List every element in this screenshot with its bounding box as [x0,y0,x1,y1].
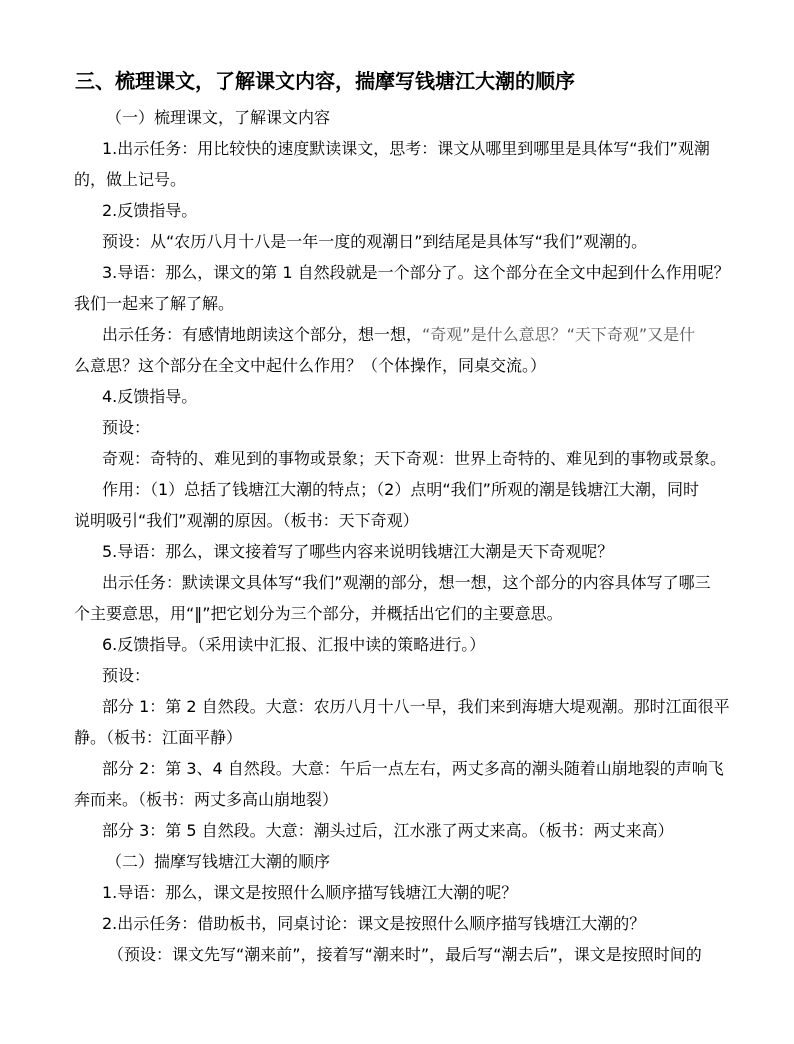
paragraph-intro-3-line-1: 3.导语：那么，课文的第 1 自然段就是一个部分了。这个部分在全文中起到什么作用呢？ [102,263,730,282]
paragraph-preset-label-1: 预设： [102,418,151,437]
paragraph-task-order: 2.出示任务：借助板书，同桌讨论：课文是按照什么顺序描写钱塘江大潮的？ [102,914,646,933]
paragraph-intro-5: 5.导语：那么，课文接着写了哪些内容来说明钱塘江大潮是天下奇观呢？ [102,542,614,561]
lesson-body [74,102,730,970]
paragraph-part-1-line-2: 静。（板书：江面平静） [74,728,243,747]
paragraph-feedback-4: 4.反馈指导。 [102,387,198,406]
paragraph-task-divide-line-2: 个主要意思，用“‖”把它划分为三个部分，并概括出它们的主要意思。 [74,604,563,623]
section-heading: 三、梳理课文，了解课文内容，揣摩写钱塘江大潮的顺序 [75,69,575,93]
paragraph-task-1-line-1: 1.出示任务：用比较快的速度默读课文，思考：课文从哪里到哪里是具体写“我们”观潮 [102,139,710,158]
paragraph-preset-1: 预设：从“农历八月十八是一年一度的观潮日”到结尾是具体写“我们”观潮的。 [102,232,648,251]
paragraph-part-2-line-1: 部分 2：第 3、4 自然段。大意：午后一点左右，两丈多高的潮头随着山崩地裂的声响飞 [102,759,724,778]
subsection-title-1: （一）梳理课文，了解课文内容 [106,108,331,127]
paragraph-feedback-1: 2.反馈指导。 [102,201,198,220]
paragraph-part-1-line-1: 部分 1：第 2 自然段。大意：农历八月十八一早，我们来到海塘大堤观潮。那时江面很平 [102,697,730,716]
subsection-title-2: （二）揣摩写钱塘江大潮的顺序 [106,852,331,871]
paragraph-task-1-line-2: 的，做上记号。 [74,170,187,189]
paragraph-function-line-1: 作用：（1）总括了钱塘江大潮的特点；（2）点明“我们”所观的潮是钱塘江大潮，同时 [102,480,699,499]
paragraph-feedback-6: 6.反馈指导。（采用读中汇报、汇报中读的策略进行。） [102,635,486,654]
task-read-prefix: 出示任务：有感情地朗读这个部分，想一想， [102,325,423,344]
paragraph-part-3: 部分 3：第 5 自然段。大意：潮头过后，江水涨了两丈来高。（板书：两丈来高） [102,821,674,840]
paragraph-intro-3-line-2: 我们一起来了解了解。 [74,294,235,313]
paragraph-part-2-line-2: 奔而来。（板书：两丈多高山崩地裂） [74,790,339,809]
paragraph-task-read-line-2: 么意思？这个部分在全文中起什么作用？（个体操作，同桌交流。） [74,356,547,375]
paragraph-definition: 奇观：奇特的、难见到的事物或景象；天下奇观：世界上奇特的、难见到的事物或景象。 [102,449,727,468]
paragraph-intro-order: 1.导语：那么，课文是按照什么顺序描写钱塘江大潮的呢？ [102,883,518,902]
paragraph-preset-label-2: 预设： [102,666,151,685]
paragraph-task-divide-line-1: 出示任务：默读课文具体写“我们”观潮的部分，想一想，这个部分的内容具体写了哪三 [102,573,711,592]
task-read-question: “奇观”是什么意思？“天下奇观”又是什 [422,325,696,344]
paragraph-task-read-line-1 [74,319,724,350]
paragraph-preset-order: （预设：课文先写“潮来前”，接着写“潮来时”，最后写“潮去后”，课文是按照时间的 [108,945,702,964]
paragraph-function-line-2: 说明吸引“我们”观潮的原因。（板书：天下奇观） [74,511,419,530]
